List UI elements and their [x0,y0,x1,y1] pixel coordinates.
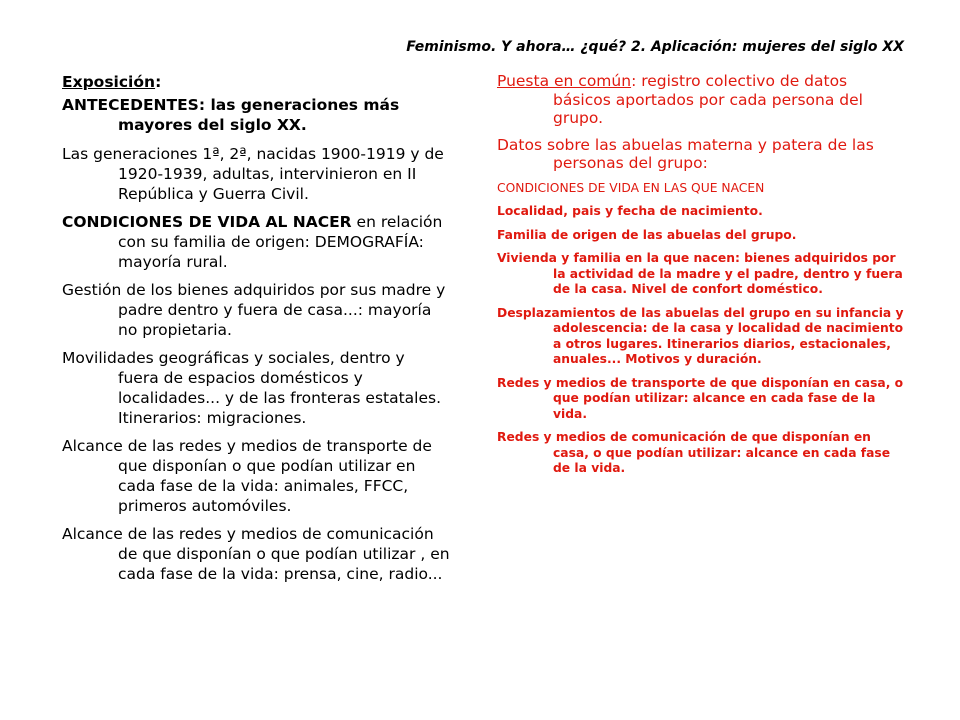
familia-paragraph: Familia de origen de las abuelas del grupo. [497,227,797,242]
desplazamientos-paragraph: Desplazamientos de las abuelas del grupo en su infancia y adolescencia: de la casa y localidad de nacimiento a otros lugares. Itinerarios diarios, estacionales, anuales... Motivos y duración. [497,305,904,366]
vivienda-paragraph: Vivienda y familia en la que nacen: bienes adquiridos por la actividad de la madre y el padre, dentro y fuera de la casa. Nivel de confort doméstico. [497,251,903,296]
movilidades-paragraph: Movilidades geográficas y sociales, dentro y fuera de espacios domésticos y localidades... y de las fronteras estatales. Itinerarios: migraciones. [62,349,442,427]
redes-transporte-paragraph: Redes y medios de transporte de que disponían en casa, o que podían utilizar: alcance en cada fase de la vida. [497,375,904,421]
condiciones-rest-text: en relación con su familia de origen: DEMOGRAFÍA: mayoría rural. [118,213,443,271]
datos-abuelas-paragraph: Datos sobre las abuelas materna y patera de las personas del grupo: [497,135,874,172]
alcance-comunicacion-paragraph: Alcance de las redes y medios de comunicación de que disponían o que podían utilizar , en cada fase de la vida: prensa, cine, radio... [62,525,450,583]
condiciones-paragraph [62,212,450,272]
exposicion-label: Exposición [62,73,156,91]
slide-title: Feminismo. Y ahora… ¿qué? 2. Aplicación: mujeres del siglo XX [406,39,904,55]
localidad-paragraph: Localidad, pais y fecha de nacimiento. [497,204,763,218]
antecedentes-paragraph: ANTECEDENTES: las generaciones más mayores del siglo XX. [62,96,400,134]
condiciones-bold-text: CONDICIONES DE VIDA AL NACER [62,213,352,231]
condiciones-nacen-paragraph: CONDICIONES DE VIDA EN LAS QUE NACEN [497,180,765,195]
gestion-paragraph: Gestión de los bienes adquiridos por sus madre y padre dentro y fuera de casa...: mayoría no propietaria. [62,281,446,339]
puesta-en-comun-paragraph [497,72,907,128]
redes-comunicacion-paragraph: Redes y medios de comunicación de que disponían en casa, o que podían utilizar: alcance en cada fase de la vida. [497,430,891,475]
alcance-transporte-paragraph: Alcance de las redes y medios de transporte de que disponían o que podían utilizar en cada fase de la vida: animales, FFCC, primeros automóviles. [62,437,432,515]
right-column [497,72,907,485]
left-column [62,72,450,592]
generaciones-paragraph: Las generaciones 1ª, 2ª, nacidas 1900-1919 y de 1920-1939, adultas, intervinieron en II República y Guerra Civil. [62,145,444,203]
exposicion-heading [62,72,450,92]
puesta-en-comun-rest: : registro colectivo de datos básicos aportados por cada persona del grupo. [553,72,863,127]
exposicion-colon: : [155,73,162,91]
puesta-en-comun-label: Puesta en común [497,72,632,90]
